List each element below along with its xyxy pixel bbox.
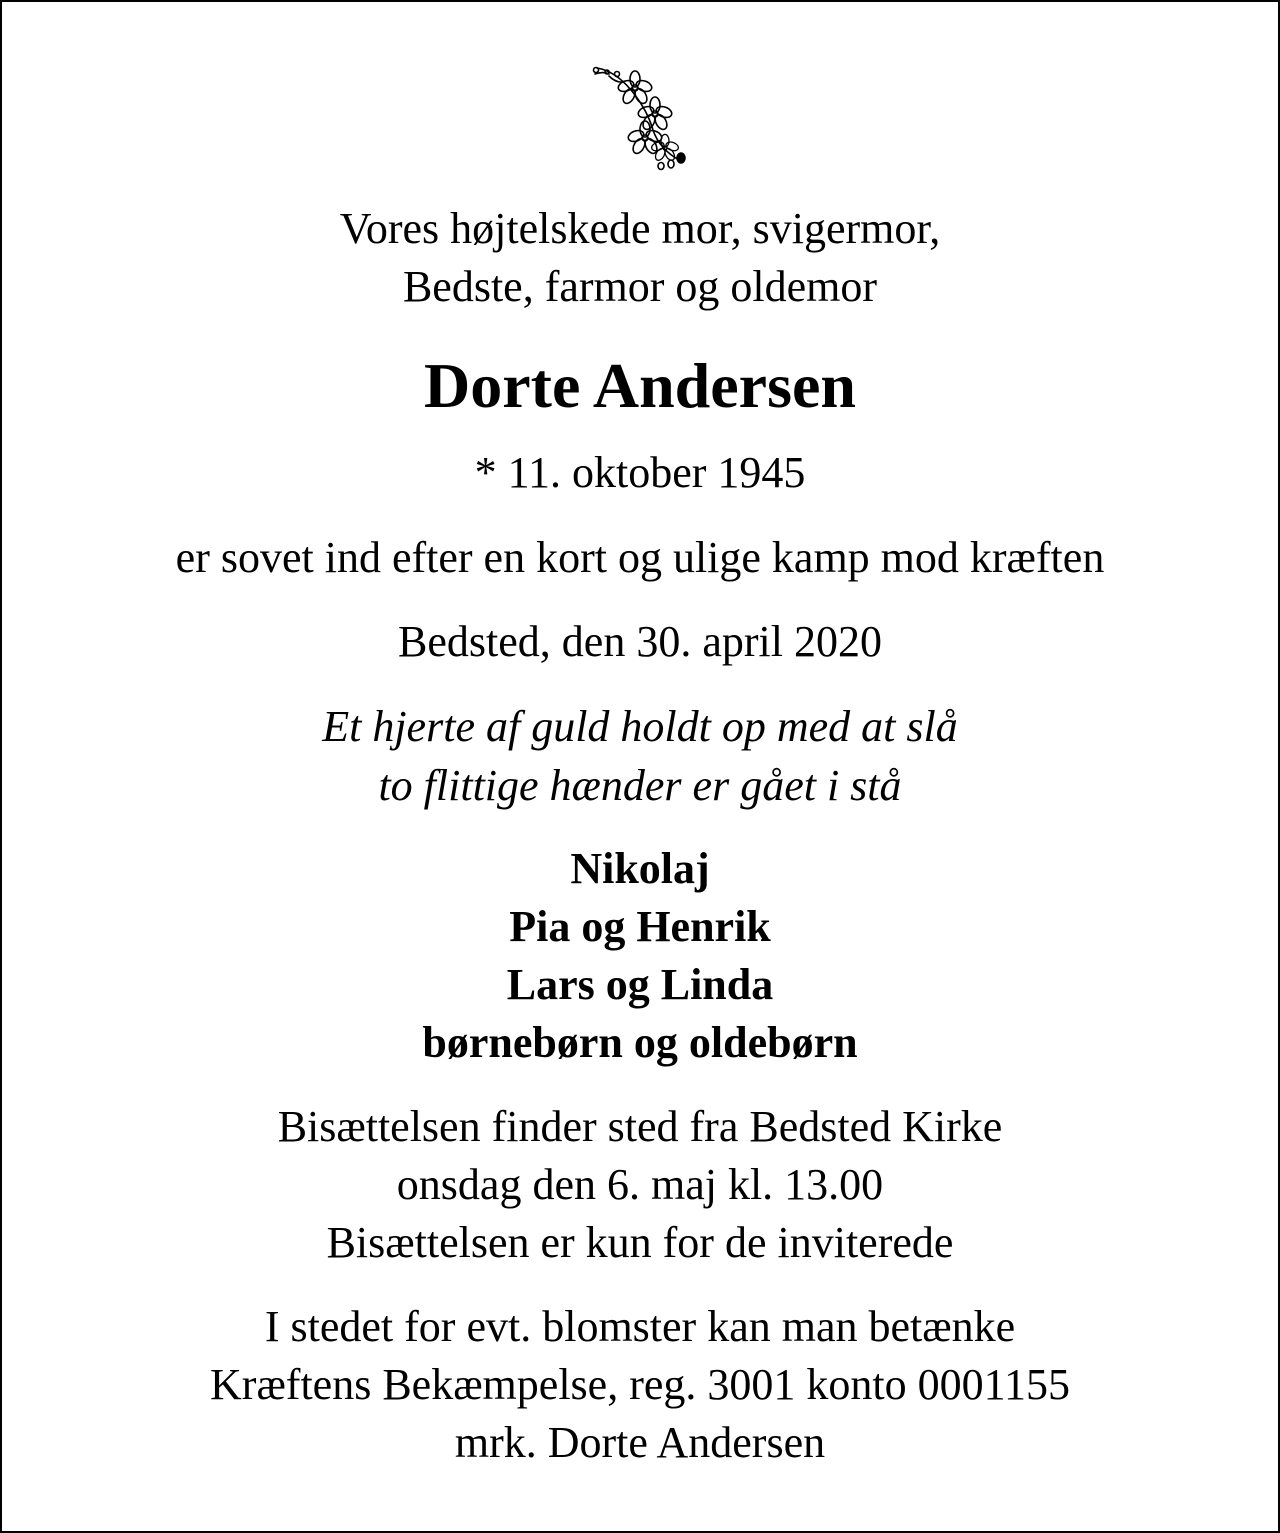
mourner-pia-henrik: Pia og Henrik xyxy=(509,902,771,951)
orchid-branch-icon xyxy=(587,60,699,172)
birth-date: * 11. oktober 1945 xyxy=(474,448,806,497)
mourner-grandchildren: børnebørn og oldebørn xyxy=(422,1018,858,1067)
passing-text: er sovet ind efter en kort og ulige kamp mod kræften xyxy=(175,533,1105,582)
funeral-line-3: Bisættelsen er kun for de inviterede xyxy=(326,1218,954,1267)
donation-line-2: Kræftens Bekæmpelse, reg. 3001 konto 0001155 xyxy=(210,1360,1070,1409)
intro-line-2: Bedste, farmor og oldemor xyxy=(402,262,878,311)
verse-line-1: Et hjerte af guld holdt op med at slå xyxy=(322,702,958,751)
place-date: Bedsted, den 30. april 2020 xyxy=(398,617,882,666)
intro-line-1: Vores højtelskede mor, svigermor, xyxy=(339,204,941,253)
mourner-lars-linda: Lars og Linda xyxy=(506,960,774,1009)
mourner-nikolaj: Nikolaj xyxy=(570,844,710,893)
funeral-line-1: Bisættelsen finder sted fra Bedsted Kirke xyxy=(277,1102,1003,1151)
donation-line-1: I stedet for evt. blomster kan man betænke xyxy=(264,1302,1016,1351)
donation-line-3: mrk. Dorte Andersen xyxy=(454,1418,826,1467)
verse-line-2: to flittige hænder er gået i stå xyxy=(378,761,902,810)
deceased-name: Dorte Andersen xyxy=(424,350,856,421)
funeral-line-2: onsdag den 6. maj kl. 13.00 xyxy=(396,1160,884,1209)
